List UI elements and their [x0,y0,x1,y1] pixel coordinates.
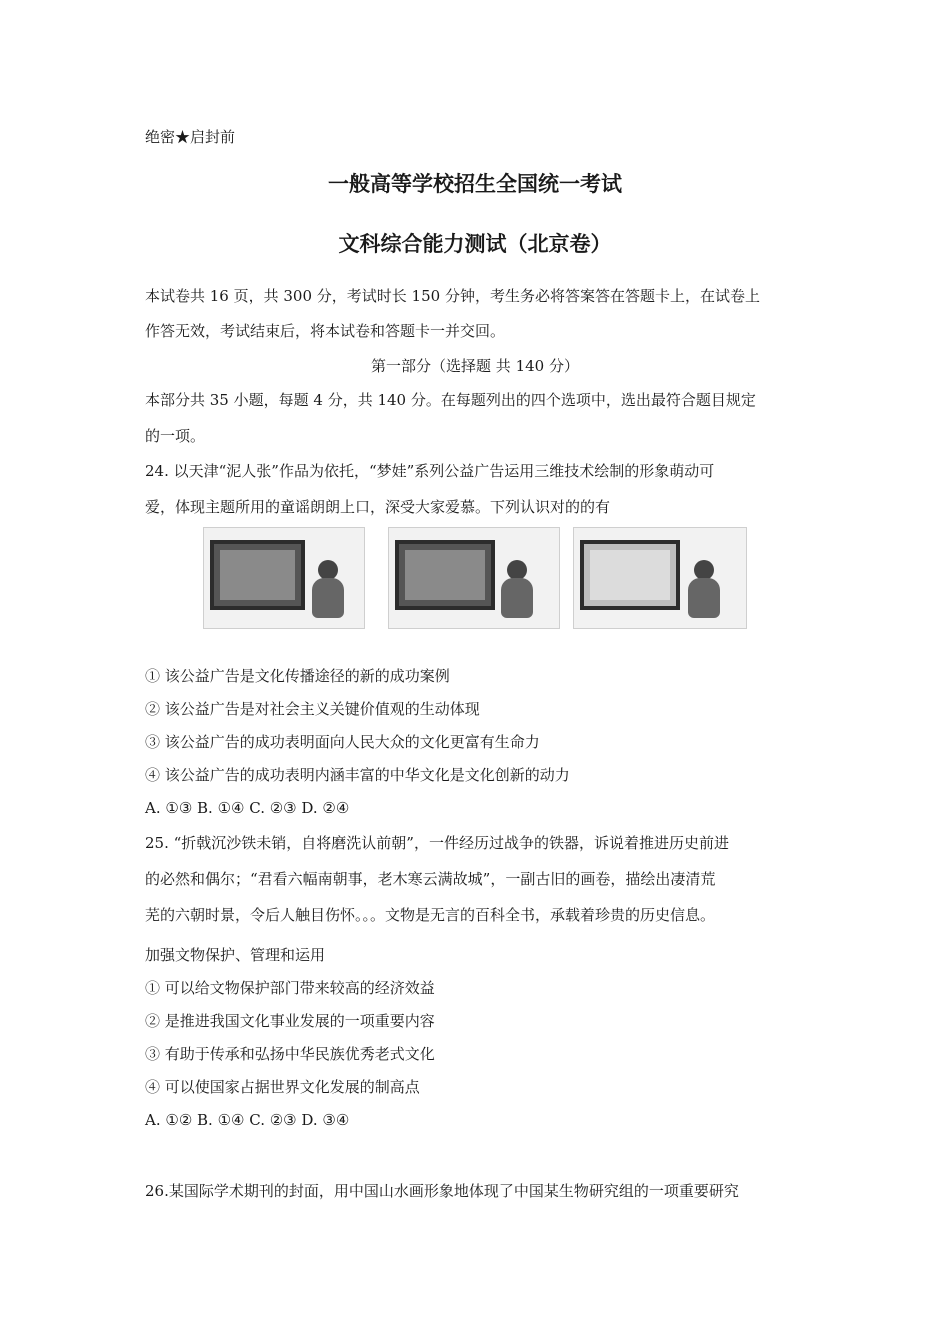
q25-stem-3: 芜的六朝时景，令后人触目伤怀。。。文物是无言的百科全书，承载着珍贵的历史信息。 [145,906,716,924]
ad-poster-figure [203,527,748,632]
poster-board [210,540,305,610]
q25-option-3: ③ 有助于传承和弘扬中华民族优秀老式文化 [145,1045,435,1063]
confidential-mark: 绝密★启封前 [145,128,236,146]
doll-figure [684,560,724,620]
q25-option-2: ② 是推进我国文化事业发展的一项重要内容 [145,1012,435,1030]
q25-option-1: ① 可以给文物保护部门带来较高的经济效益 [145,979,435,997]
poster-board [580,540,680,610]
q24-stem-1: 24. 以天津“泥人张”作品为依托，“梦娃”系列公益广告运用三维技术绘制的形象萌动可 [145,462,715,480]
poster-panel [388,527,560,629]
doll-figure [308,560,348,620]
intro-line-2: 作答无效，考试结束后，将本试卷和答题卡一并交回。 [145,322,506,340]
intro-line-1: 本试卷共 16 页，共 300 分，考试时长 150 分钟，考生务必将答案答在答题卡上，在试卷上 [145,287,760,305]
exam-subtitle: 文科综合能力测试（北京卷） [338,232,612,256]
part-instruction-2: 的一项。 [145,427,206,445]
q24-option-3: ③ 该公益广告的成功表明面向人民大众的文化更富有生命力 [145,733,540,751]
q25-answer-choices: A. ①② B. ①④ C. ②③ D. ③④ [145,1111,350,1129]
part-heading: 第一部分（选择题 共 140 分） [371,357,579,375]
part-instruction-1: 本部分共 35 小题，每题 4 分，共 140 分。在每题列出的四个选项中，选出最符合题目规定 [145,391,756,409]
exam-title: 一般高等学校招生全国统一考试 [328,172,622,196]
poster-panel [203,527,365,629]
q26-stem-1: 26.某国际学术期刊的封面，用中国山水画形象地体现了中国某生物研究组的一项重要研究 [145,1182,739,1200]
q24-stem-2: 爱，体现主题所用的童谣朗朗上口，深受大家爱慕。下列认识对的的有 [145,498,611,516]
q24-answer-choices: A. ①③ B. ①④ C. ②③ D. ②④ [145,799,350,817]
doll-figure [497,560,537,620]
q25-stem-2: 的必然和偶尔；“君看六幅南朝事，老木寒云满故城”，一副古旧的画卷，描绘出凄清荒 [145,870,716,888]
poster-panel [573,527,747,629]
q24-option-2: ② 该公益广告是对社会主义关键价值观的生动体现 [145,700,480,718]
q24-option-4: ④ 该公益广告的成功表明内涵丰富的中华文化是文化创新的动力 [145,766,570,784]
q25-stem-4: 加强文物保护、管理和运用 [145,946,326,964]
q25-option-4: ④ 可以使国家占据世界文化发展的制高点 [145,1078,420,1096]
poster-board [395,540,495,610]
q24-option-1: ① 该公益广告是文化传播途径的新的成功案例 [145,667,450,685]
q25-stem-1: 25. “折戟沉沙铁未销，自将磨洗认前朝”，一件经历过战争的铁器，诉说着推进历史前进 [145,834,729,852]
